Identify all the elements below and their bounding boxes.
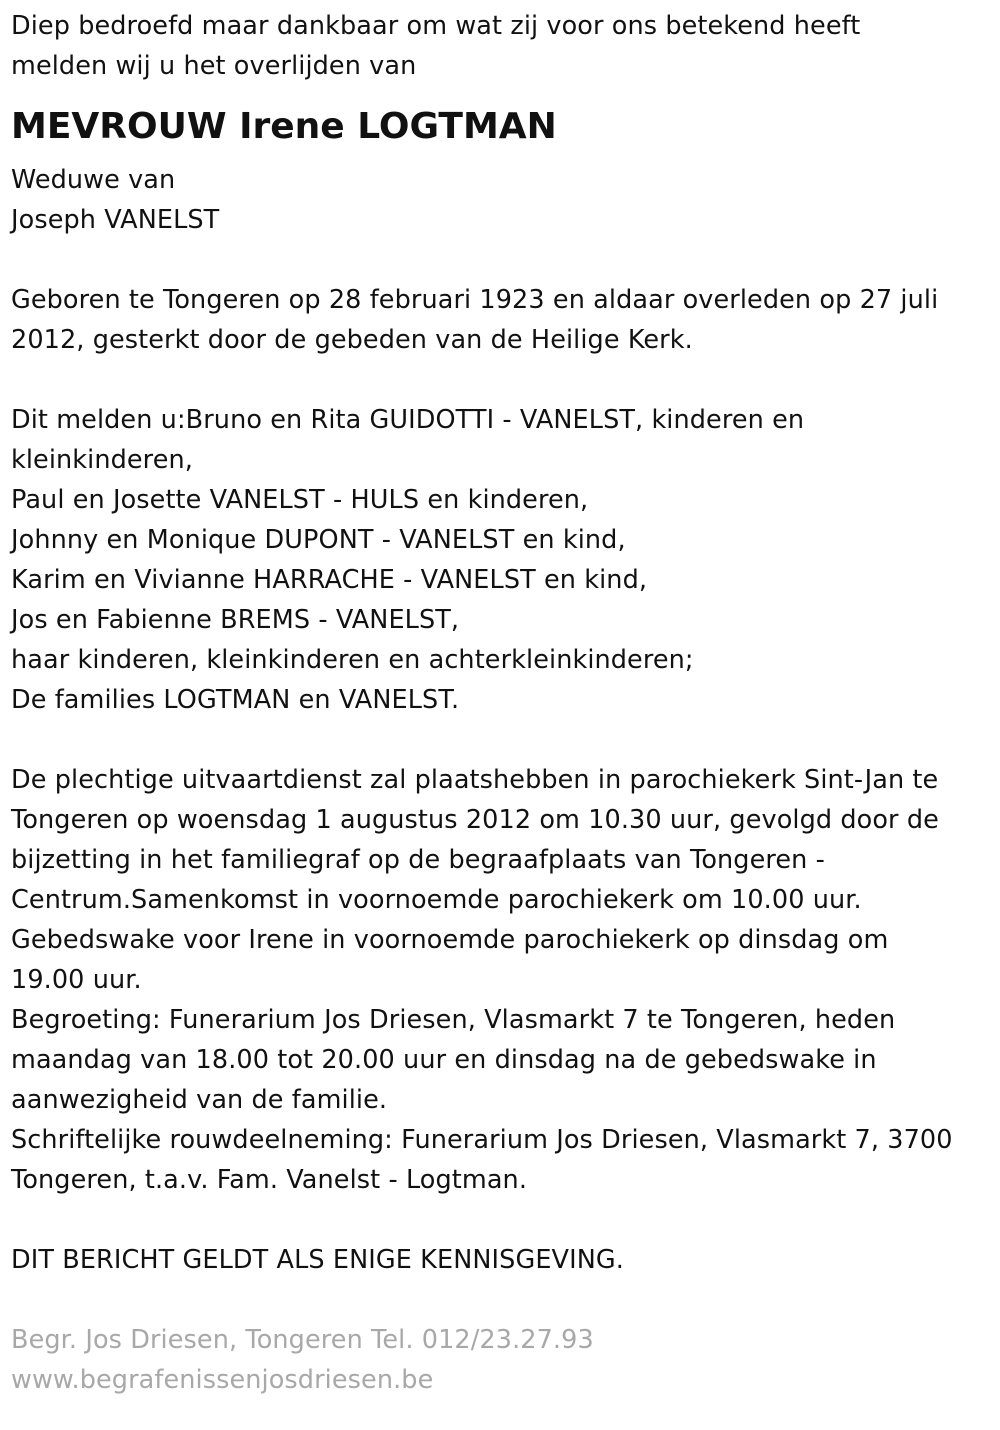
ceremony-line: Centrum.Samenkomst in voornoemde parochiekerk om 10.00 uur.	[11, 885, 862, 915]
spacer	[11, 360, 1000, 400]
notice-line: DIT BERICHT GELDT ALS ENIGE KENNISGEVING.	[11, 1245, 624, 1275]
spacer	[11, 1280, 1000, 1320]
funeral-home-contact: Begr. Jos Driesen, Tongeren Tel. 012/23.27.93	[11, 1325, 594, 1355]
funeral-home-website[interactable]: www.begrafenissenjosdriesen.be	[11, 1365, 434, 1395]
deceased-name: MEVROUW Irene LOGTMAN	[11, 106, 557, 147]
spacer	[11, 720, 1000, 760]
spacer	[11, 240, 1000, 280]
family-line: De families LOGTMAN en VANELST.	[11, 685, 460, 715]
intro-section	[11, 6, 1000, 86]
ceremony-line: Tongeren, t.a.v. Fam. Vanelst - Logtman.	[11, 1165, 528, 1195]
ceremony-line: aanwezigheid van de familie.	[11, 1085, 388, 1115]
spacer	[11, 1200, 1000, 1240]
birth-death-section	[11, 280, 1000, 360]
funeral-home-footer	[11, 1320, 1000, 1400]
ceremony-section	[11, 760, 1000, 1200]
spouse-line: Joseph VANELST	[11, 205, 220, 235]
ceremony-line: maandag van 18.00 tot 20.00 uur en dinsdag na de gebedswake in	[11, 1045, 877, 1075]
ceremony-line: 19.00 uur.	[11, 965, 142, 995]
spouse-section	[11, 160, 1000, 240]
family-line: Johnny en Monique DUPONT - VANELST en kind,	[11, 525, 626, 555]
family-line: Paul en Josette VANELST - HULS en kinderen,	[11, 485, 589, 515]
intro-line: Diep bedroefd maar dankbaar om wat zij voor ons betekend heeft	[11, 11, 861, 41]
ceremony-line: bijzetting in het familiegraf op de begraafplaats van Tongeren -	[11, 845, 825, 875]
family-line: Karim en Vivianne HARRACHE - VANELST en kind,	[11, 565, 648, 595]
family-line: Jos en Fabienne BREMS - VANELST,	[11, 605, 460, 635]
family-line: haar kinderen, kleinkinderen en achterkleinkinderen;	[11, 645, 694, 675]
birth-death-line: 2012, gesterkt door de gebeden van de Heilige Kerk.	[11, 325, 693, 355]
intro-line: melden wij u het overlijden van	[11, 51, 417, 81]
ceremony-line: Schriftelijke rouwdeelneming: Funerarium Jos Driesen, Vlasmarkt 7, 3700	[11, 1125, 953, 1155]
birth-death-line: Geboren te Tongeren op 28 februari 1923 en aldaar overleden op 27 juli	[11, 285, 939, 315]
family-section	[11, 400, 1000, 720]
family-line: kleinkinderen,	[11, 445, 193, 475]
ceremony-line: Gebedswake voor Irene in voornoemde parochiekerk op dinsdag om	[11, 925, 889, 955]
ceremony-line: Tongeren op woensdag 1 augustus 2012 om 10.30 uur, gevolgd door de	[11, 805, 939, 835]
ceremony-line: Begroeting: Funerarium Jos Driesen, Vlasmarkt 7 te Tongeren, heden	[11, 1005, 896, 1035]
ceremony-line: De plechtige uitvaartdienst zal plaatshebben in parochiekerk Sint-Jan te	[11, 765, 939, 795]
family-line: Dit melden u:Bruno en Rita GUIDOTTI - VANELST, kinderen en	[11, 405, 805, 435]
spouse-line: Weduwe van	[11, 165, 176, 195]
